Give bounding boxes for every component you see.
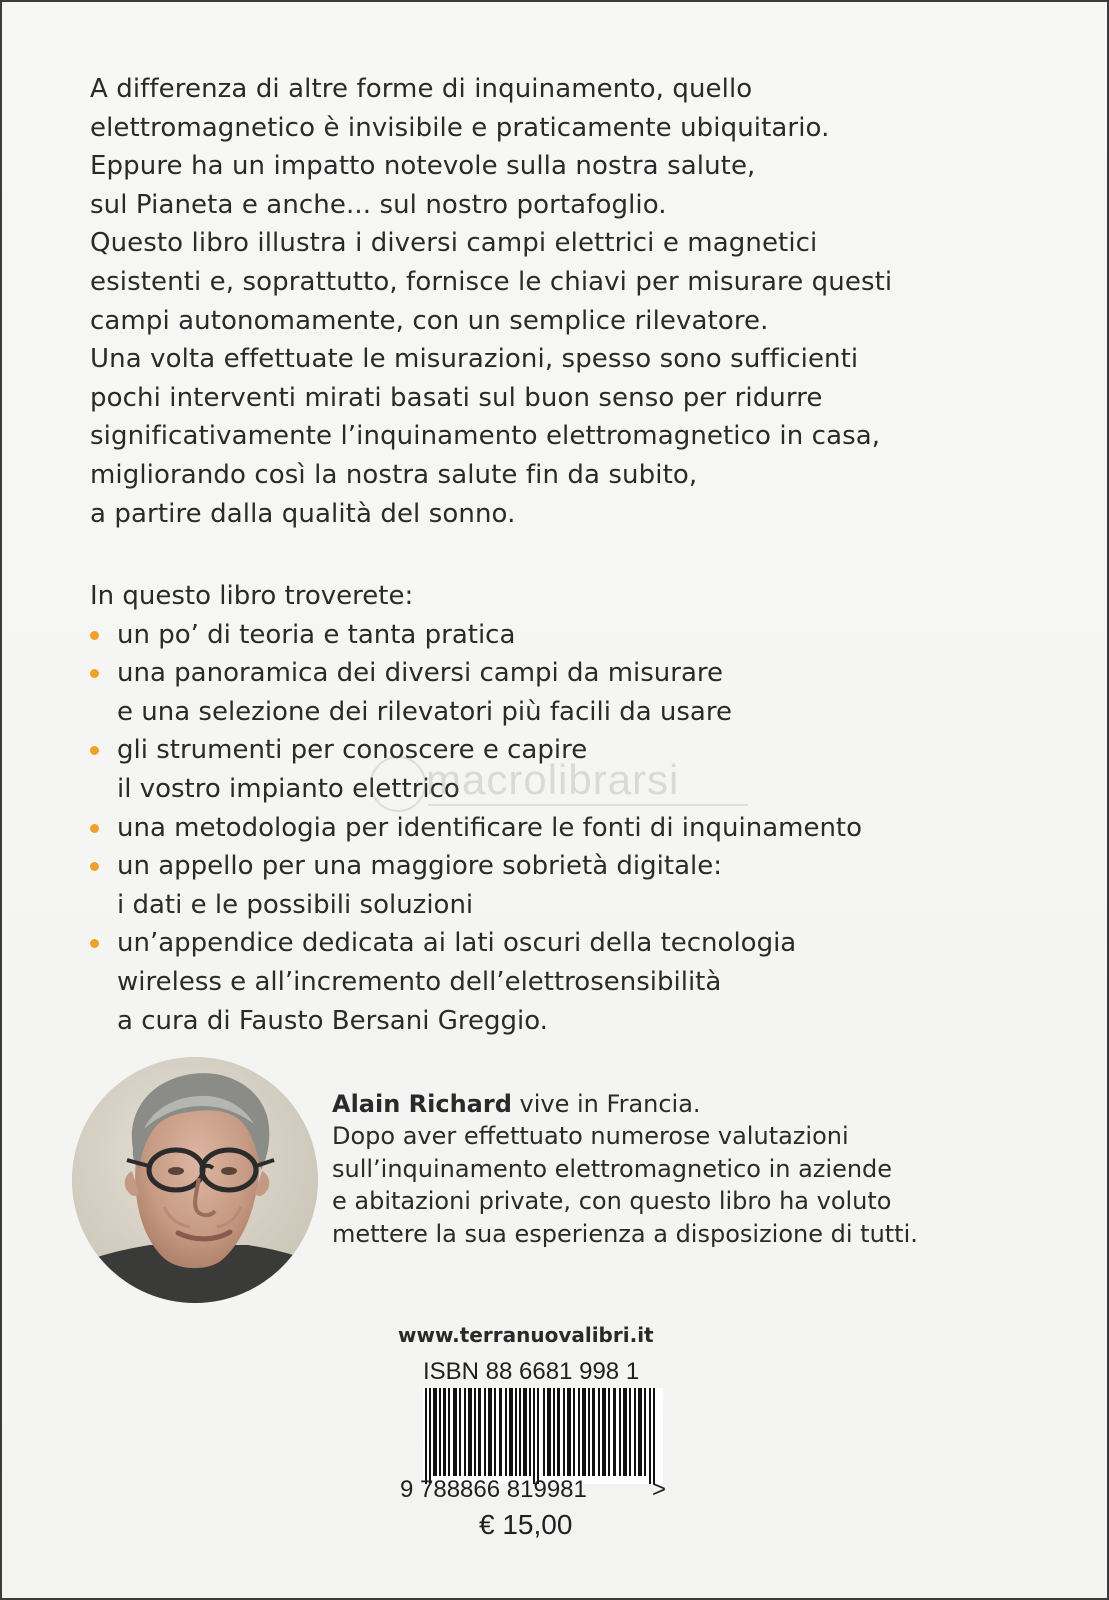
intro-line: a partire dalla qualità del sonno. [90, 498, 516, 529]
bullet-icon [90, 631, 99, 640]
list-item-line: a cura di Fausto Bersani Greggio. [117, 1005, 548, 1036]
barcode-icon [423, 1388, 663, 1484]
list-item-line: un appello per una maggiore sobrietà digitale: [117, 851, 722, 882]
barcode-arrow-icon: > [652, 1476, 667, 1503]
intro-text [90, 70, 1090, 533]
author-bio-line-suffix: vive in Francia. [511, 1090, 701, 1118]
intro-line: Una volta effettuate le misurazioni, spesso sono sufficienti [90, 344, 859, 375]
publisher-website[interactable]: www.terranuovalibri.it [398, 1323, 654, 1347]
author-name: Alain Richard [332, 1090, 512, 1118]
isbn-code: ISBN 88 6681 998 1 [423, 1358, 640, 1385]
list-item-line: il vostro impianto elettrico [117, 773, 460, 804]
watermark-text: macrolibrarsi [426, 756, 680, 803]
bullet-icon [90, 862, 99, 871]
bullet-icon [90, 939, 99, 948]
bullet-icon [90, 746, 99, 755]
intro-line: Eppure ha un impatto notevole sulla nostra salute, [90, 151, 756, 182]
list-item [90, 654, 1090, 731]
barcode-number: 9 788866 819981 [400, 1476, 587, 1503]
book-contents-list [90, 577, 1090, 1040]
intro-line: sul Pianeta e anche... sul nostro portafoglio. [90, 189, 667, 220]
author-bio-line [332, 1088, 1032, 1120]
intro-line: Questo libro illustra i diversi campi elettrici e magnetici [90, 228, 818, 259]
author-bio-line: mettere la sua esperienza a disposizione di tutti. [332, 1219, 918, 1248]
list-item-line: una panoramica dei diversi campi da misurare [117, 658, 724, 689]
list-item-line: wireless e all’incremento dell’elettrosensibilità [117, 966, 722, 997]
intro-line: campi autonomamente, con un semplice rilevatore. [90, 305, 769, 336]
list-item-line: gli strumenti per conoscere e capire [117, 735, 588, 766]
bullet-icon [90, 824, 99, 833]
author-bio-line: Dopo aver effettuato numerose valutazioni [332, 1122, 849, 1151]
intro-line: migliorando così la nostra salute fin da subito, [90, 459, 698, 490]
list-item-line: un po’ di teoria e tanta pratica [117, 619, 516, 650]
book-price: € 15,00 [479, 1509, 573, 1540]
intro-line: elettromagnetico è invisibile e praticamente ubiquitario. [90, 112, 830, 143]
author-bio-line: e abitazioni private, con questo libro ha voluto [332, 1187, 892, 1216]
list-item [90, 616, 1090, 655]
list-item [90, 847, 1090, 924]
list-item [90, 809, 1090, 848]
list-item [90, 731, 1090, 808]
list-item-line: e una selezione dei rilevatori più facili da usare [117, 696, 732, 727]
author-photo [72, 1057, 318, 1303]
bullet-icon [90, 669, 99, 678]
intro-line: significativamente l’inquinamento elettromagnetico in casa, [90, 421, 881, 452]
list-item-line: un’appendice dedicata ai lati oscuri della tecnologia [117, 928, 797, 959]
intro-line: A differenza di altre forme di inquinamento, quello [90, 74, 753, 104]
list-item-line: i dati e le possibili soluzioni [117, 889, 474, 920]
author-bio-line: sull’inquinamento elettromagnetico in aziende [332, 1154, 893, 1183]
list-item-line: una metodologia per identificare le fonti di inquinamento [117, 812, 863, 843]
author-bio [332, 1088, 1032, 1250]
intro-line: esistenti e, soprattutto, fornisce le chiavi per misurare questi [90, 266, 893, 297]
contents-list-title: In questo libro troverete: [90, 581, 414, 611]
author-photo-icon [72, 1057, 318, 1303]
list-item [90, 924, 1090, 1040]
intro-line: pochi interventi mirati basati sul buon senso per ridurre [90, 382, 823, 413]
